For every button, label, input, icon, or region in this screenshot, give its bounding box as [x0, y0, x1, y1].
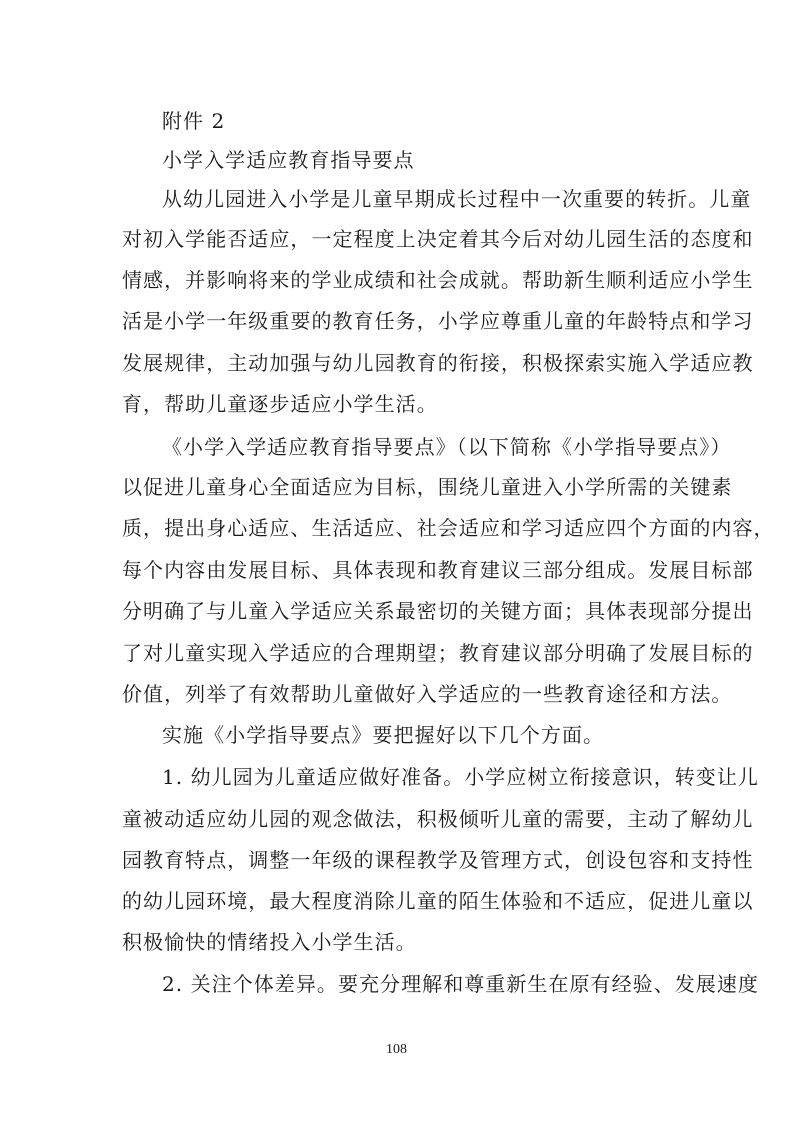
paragraph-line: 以促进儿童身心全面适应为目标，围绕儿童进入小学所需的关键素 — [122, 475, 733, 499]
paragraph-line: 童被动适应幼儿园的观念做法，积极倾听儿童的需要，主动了解幼儿 — [122, 807, 754, 831]
paragraph-line: 2. 关注个体差异。要充分理解和尊重新生在原有经验、发展速度 — [162, 972, 759, 996]
paragraph-line: 发展规律，主动加强与幼儿园教育的衔接，积极探索实施入学适应教 — [122, 351, 754, 375]
paragraph-line: 了对儿童实现入学适应的合理期望；教育建议部分明确了发展目标的 — [122, 641, 754, 665]
paragraph-line: 1. 幼儿园为儿童适应做好准备。小学应树立衔接意识，转变让儿 — [162, 765, 759, 789]
paragraph-line: 育，帮助儿童逐步适应小学生活。 — [122, 392, 438, 416]
paragraph-line: 情感，并影响将来的学业成绩和社会成就。帮助新生顺利适应小学生 — [122, 268, 754, 292]
page-number: 108 — [386, 1042, 407, 1057]
paragraph-line: 对初入学能否适应，一定程度上决定着其今后对幼儿园生活的态度和 — [122, 227, 754, 251]
paragraph-line: 质，提出身心适应、生活适应、社会适应和学习适应四个方面的内容， — [122, 516, 775, 540]
paragraph-line: 从幼儿园进入小学是儿童早期成长过程中一次重要的转折。儿童 — [162, 187, 752, 211]
paragraph-line: 实施《小学指导要点》要把握好以下几个方面。 — [162, 723, 605, 747]
paragraph-line: 每个内容由发展目标、具体表现和教育建议三部分组成。发展目标部 — [122, 558, 754, 582]
document-title: 小学入学适应教育指导要点 — [162, 148, 415, 172]
paragraph-line: 的幼儿园环境，最大程度消除儿童的陌生体验和不适应，促进儿童以 — [122, 889, 754, 913]
paragraph-line: 积极愉快的情绪投入小学生活。 — [122, 930, 417, 954]
paragraph-line: 《小学入学适应教育指导要点》（以下简称《小学指导要点》） — [162, 435, 732, 459]
attachment-label: 附件 2 — [162, 109, 226, 133]
paragraph-line: 活是小学一年级重要的教育任务，小学应尊重儿童的年龄特点和学习 — [122, 309, 754, 333]
paragraph-line: 价值，列举了有效帮助儿童做好入学适应的一些教育途径和方法。 — [122, 682, 733, 706]
paragraph-line: 分明确了与儿童入学适应关系最密切的关键方面；具体表现部分提出 — [122, 599, 754, 623]
paragraph-line: 园教育特点，调整一年级的课程教学及管理方式，创设包容和支持性 — [122, 848, 754, 872]
